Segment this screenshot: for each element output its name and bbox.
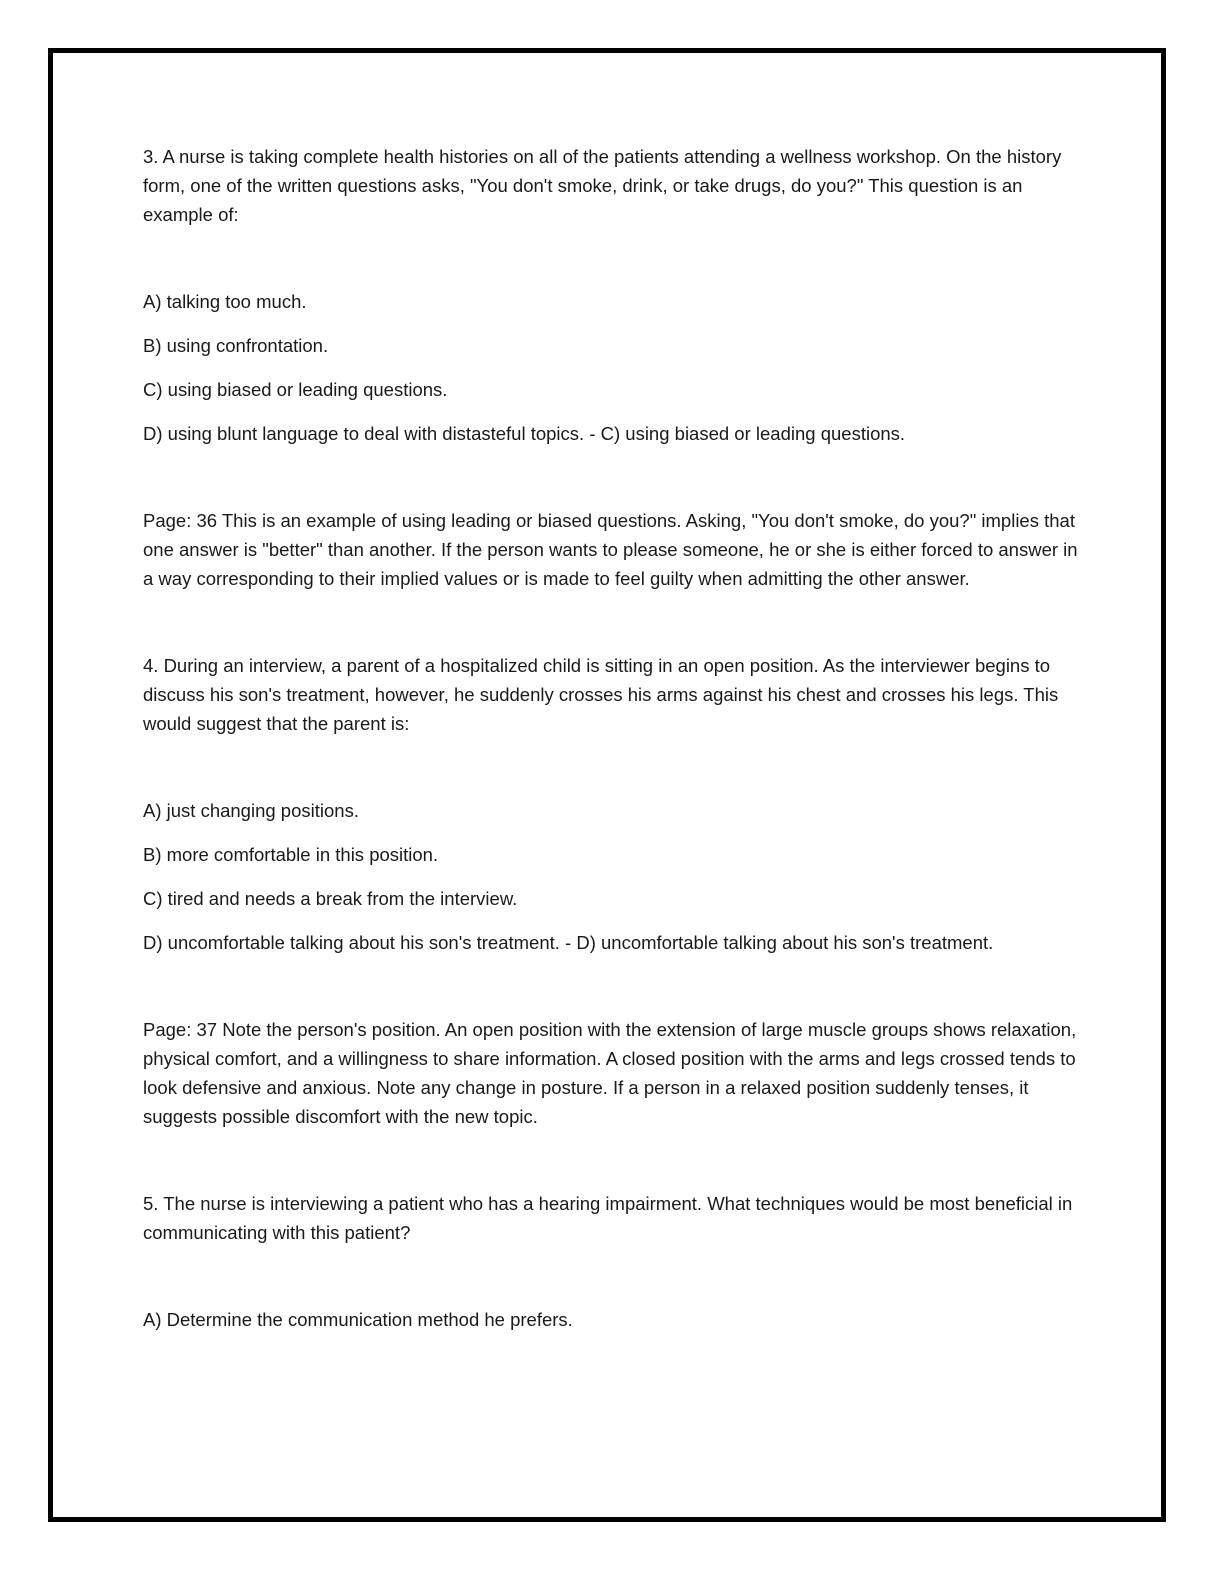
question-text: 3. A nurse is taking complete health histories on all of the patients attending a wellness workshop. On the history form, one of the written questions asks, "You don't smoke, drink, or take drugs, do you?" This question is an example of:: [143, 146, 1062, 225]
question-block-4: [143, 651, 1083, 1131]
answer-option-c: C) tired and needs a break from the interview.: [143, 888, 518, 909]
answer-option-a: A) talking too much.: [143, 291, 307, 312]
question-text: 4. During an interview, a parent of a hospitalized child is sitting in an open position. As the interviewer begins to discuss his son's treatment, however, he suddenly crosses his arms against his chest and crosses his legs. This would suggest that the parent is:: [143, 655, 1059, 734]
question-text: 5. The nurse is interviewing a patient who has a hearing impairment. What techniques would be most beneficial in communicating with this patient?: [143, 1193, 1073, 1243]
answer-explanation: Page: 36 This is an example of using leading or biased questions. Asking, "You don't smoke, do you?" implies that one answer is "better" than another. If the person wants to please someone, he or she is either forced to answer in a way corresponding to their implied values or is made to feel guilty when admitting the other answer.: [143, 510, 1078, 589]
document-body: [143, 142, 1083, 1349]
answer-explanation: Page: 37 Note the person's position. An open position with the extension of large muscle groups shows relaxation, physical comfort, and a willingness to share information. A closed position with the arms and legs crossed tends to look defensive and anxious. Note any change in posture. If a person in a relaxed position suddenly tenses, it suggests possible discomfort with the new topic.: [143, 1019, 1077, 1127]
answer-option-a: A) just changing positions.: [143, 800, 359, 821]
answer-option-b: B) using confrontation.: [143, 335, 329, 356]
answer-option-a: A) Determine the communication method he prefers.: [143, 1309, 573, 1330]
answer-option-c: C) using biased or leading questions.: [143, 379, 448, 400]
answer-option-d: D) uncomfortable talking about his son's treatment. - D) uncomfortable talking about his son's treatment.: [143, 932, 994, 953]
answer-option-d: D) using blunt language to deal with distasteful topics. - C) using biased or leading questions.: [143, 423, 906, 444]
answer-option-b: B) more comfortable in this position.: [143, 844, 439, 865]
question-block-3: [143, 142, 1083, 593]
question-block-5: [143, 1189, 1083, 1334]
